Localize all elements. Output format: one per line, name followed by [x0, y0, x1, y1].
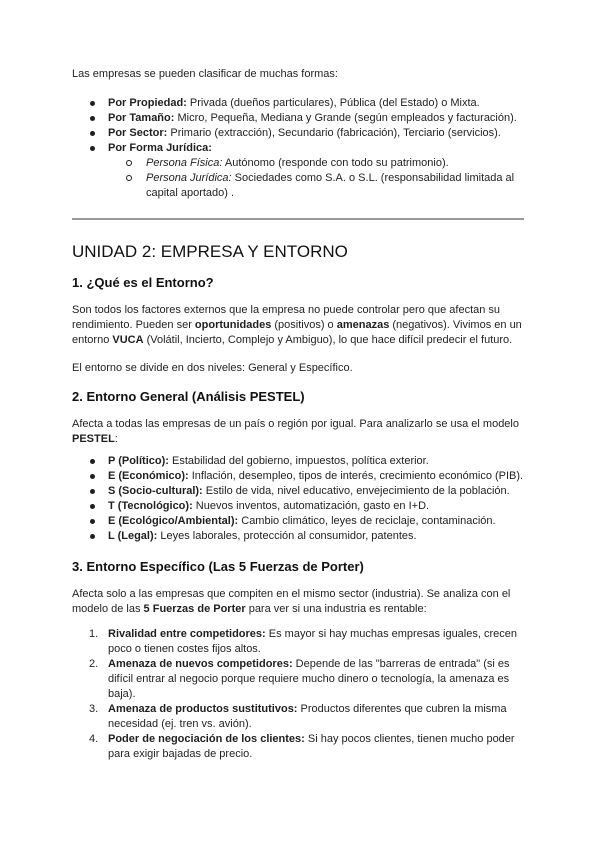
list-item: 3. Amenaza de productos sustitutivos: Productos diferentes que cubren la misma necesidad (ej. tren vs. avión).: [89, 703, 507, 730]
list-item: Persona Física: Autónomo (responde con todo su patrimonio).: [108, 156, 524, 171]
list-item: Por Forma Jurídica: Persona Física: Autónomo (responde con todo su patrimonio). Persona Jurídica: Sociedades como S.A. o S.L. (responsabilidad limitada al capital aportado) .: [72, 141, 524, 201]
list-item: T (Tecnológico): Nuevos inventos, automatización, gasto en I+D.: [72, 499, 524, 514]
list-item: L (Legal): Leyes laborales, protección al consumidor, patentes.: [72, 529, 524, 544]
list-item: Por Propiedad: Privada (dueños particulares), Pública (del Estado) o Mixta.: [72, 96, 524, 111]
list-item: S (Socio-cultural): Estilo de vida, nivel educativo, envejecimiento de la población.: [72, 484, 524, 499]
section-2-paragraph: Afecta a todas las empresas de un país o región por igual. Para analizarlo se usa el modelo PESTEL:: [72, 418, 519, 445]
list-item: P (Político): Estabilidad del gobierno, impuestos, política exterior.: [72, 454, 524, 469]
list-item: Por Tamaño: Micro, Pequeña, Mediana y Grande (según empleados y facturación).: [72, 111, 524, 126]
legal-forms-list: [108, 156, 524, 201]
list-item: 1. Rivalidad entre competidores: Es mayor si hay muchas empresas iguales, crecen poco o tienen costes fijos altos.: [89, 628, 517, 655]
section-3-heading: 3. Entorno Específico (Las 5 Fuerzas de Porter): [72, 559, 364, 574]
section-1-paragraph: Son todos los factores externos que la empresa no puede controlar pero que afectan su rendimiento. Pueden ser oportunidades (positivos) o amenazas (negativos). Vivimos en un entorno VUCA (Volátil, Incierto, Complejo y Ambiguo), lo que hace difícil predecir el futuro.: [72, 304, 522, 346]
section-1-heading: 1. ¿Qué es el Entorno?: [72, 275, 214, 290]
section-2-heading: 2. Entorno General (Análisis PESTEL): [72, 389, 305, 404]
list-item: E (Ecológico/Ambiental): Cambio climático, leyes de reciclaje, contaminación.: [72, 514, 524, 529]
list-item: 4. Poder de negociación de los clientes: Si hay pocos clientes, tienen mucho poder para exigir bajadas de precio.: [89, 733, 515, 760]
horizontal-divider: [72, 218, 524, 220]
list-item: Por Sector: Primario (extracción), Secundario (fabricación), Terciario (servicios).: [72, 126, 524, 141]
section-1-levels: El entorno se divide en dos niveles: General y Específico.: [72, 362, 353, 374]
list-item: 2. Amenaza de nuevos competidores: Depende de las "barreras de entrada" (si es difícil entrar al negocio porque requiere mucho dinero o tecnología, la amenaza es baja).: [89, 658, 510, 700]
classification-list: [72, 96, 524, 201]
list-item: Persona Jurídica: Sociedades como S.A. o S.L. (responsabilidad limitada al capital aportado) .: [108, 171, 524, 201]
intro-paragraph: Las empresas se pueden clasificar de muchas formas:: [72, 68, 338, 80]
pestel-list: [72, 454, 524, 544]
section-3-paragraph: Afecta solo a las empresas que compiten en el mismo sector (industria). Se analiza con el modelo de las 5 Fuerzas de Porter para ver si una industria es rentable:: [72, 588, 511, 615]
porter-list: [72, 627, 524, 762]
list-item: E (Económico): Inflación, desempleo, tipos de interés, crecimiento económico (PIB).: [72, 469, 524, 484]
unit-title: UNIDAD 2: EMPRESA Y ENTORNO: [72, 242, 348, 261]
